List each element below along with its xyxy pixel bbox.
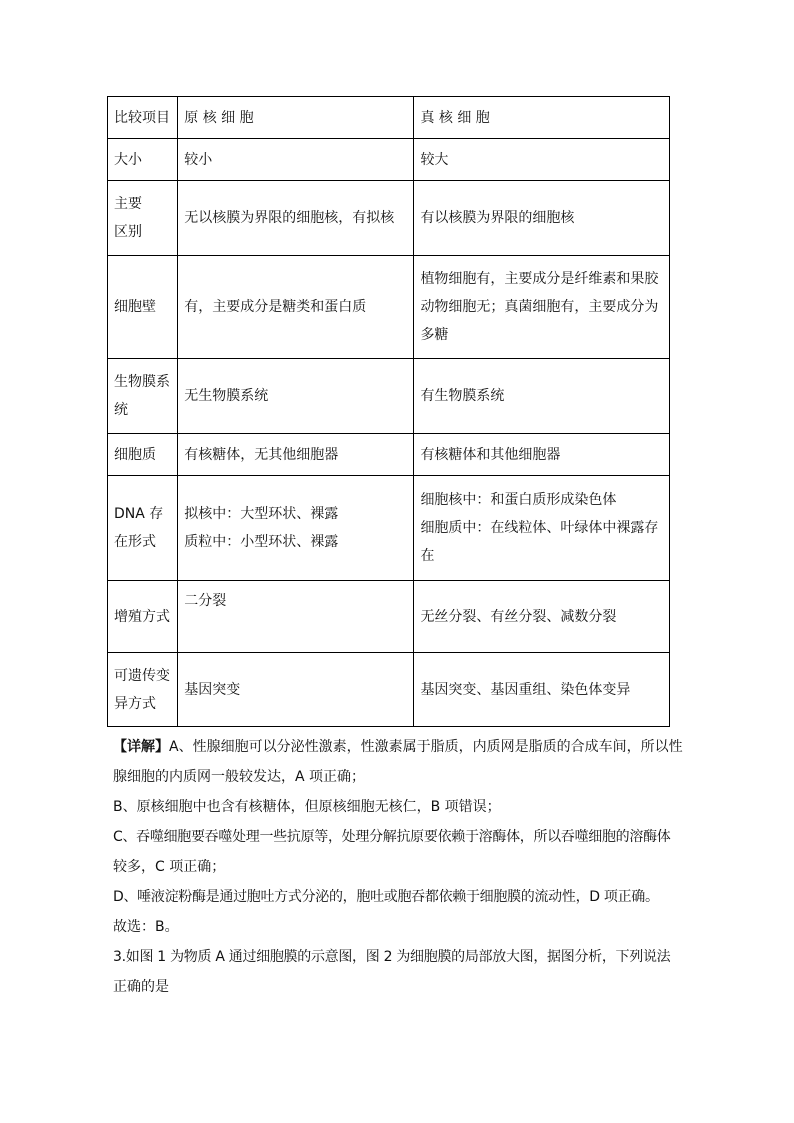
eukaryote-cell: 无丝分裂、有丝分裂、减数分裂 <box>414 581 670 653</box>
analysis-paragraph-d: D、唾液淀粉酶是通过胞吐方式分泌的，胞吐或胞吞都依赖于细胞膜的流动性，D 项正确。 <box>113 889 659 905</box>
row-label: 细胞壁 <box>108 256 178 359</box>
prokaryote-cell: 无以核膜为界限的细胞核，有拟核 <box>178 181 414 256</box>
table-row <box>108 256 670 359</box>
table-row <box>108 581 670 653</box>
row-label: 可遗传变 异方式 <box>108 653 178 727</box>
analysis-paragraph-b: B、原核细胞中也含有核糖体，但原核细胞无核仁，B 项错误； <box>113 799 501 815</box>
prokaryote-cell: 较小 <box>178 139 414 181</box>
row-label: 细胞质 <box>108 434 178 476</box>
eukaryote-cell: 较大 <box>414 139 670 181</box>
eukaryote-cell: 有以核膜为界限的细胞核 <box>414 181 670 256</box>
question-3: 3.如图 1 为物质 A 通过细胞膜的示意图，图 2 为细胞膜的局部放大图，据图分析，下列说法 <box>113 949 671 965</box>
analysis-paragraph-c-cont: 较多，C 项正确； <box>113 859 226 875</box>
table-row <box>108 359 670 434</box>
prokaryote-cell: 二分裂 <box>178 581 414 653</box>
eukaryote-cell: 基因突变、基因重组、染色体变异 <box>414 653 670 727</box>
eukaryote-cell: 细胞核中：和蛋白质形成染色体 细胞质中：在线粒体、叶绿体中裸露存 在 <box>414 476 670 581</box>
header-cell: 原 核 细 胞 <box>178 97 414 139</box>
table-row <box>108 476 670 581</box>
analysis-paragraph-a: 【详解】A、性腺细胞可以分泌性激素，性激素属于脂质，内质网是脂质的合成车间，所以性 <box>113 739 683 755</box>
analysis-paragraph-c: C、吞噬细胞要吞噬处理一些抗原等，处理分解抗原要依赖于溶酶体，所以吞噬细胞的溶酶体 <box>113 829 671 845</box>
row-label: 主要 区别 <box>108 181 178 256</box>
eukaryote-cell: 植物细胞有，主要成分是纤维素和果胶 动物细胞无；真菌细胞有，主要成分为 多糖 <box>414 256 670 359</box>
comparison-table <box>107 96 670 727</box>
question-3-cont: 正确的是 <box>113 979 169 995</box>
prokaryote-cell: 有核糖体，无其他细胞器 <box>178 434 414 476</box>
table-row <box>108 139 670 181</box>
header-cell: 比较项目 <box>108 97 178 139</box>
prokaryote-cell: 无生物膜系统 <box>178 359 414 434</box>
row-label: 增殖方式 <box>108 581 178 653</box>
table-row <box>108 653 670 727</box>
table-row <box>108 181 670 256</box>
analysis-section <box>113 732 683 1002</box>
table-header-row <box>108 97 670 139</box>
analysis-paragraph-a-cont: 腺细胞的内质网一般较发达，A 项正确； <box>113 769 366 785</box>
eukaryote-cell: 有生物膜系统 <box>414 359 670 434</box>
table-row <box>108 434 670 476</box>
analysis-tag: 【详解】 <box>113 739 169 755</box>
header-cell: 真 核 细 胞 <box>414 97 670 139</box>
row-label: DNA 存 在形式 <box>108 476 178 581</box>
answer-line: 故选：B。 <box>113 919 179 935</box>
row-label: 生物膜系 统 <box>108 359 178 434</box>
row-label: 大小 <box>108 139 178 181</box>
prokaryote-cell: 拟核中：大型环状、裸露 质粒中：小型环状、裸露 <box>178 476 414 581</box>
prokaryote-cell: 基因突变 <box>178 653 414 727</box>
prokaryote-cell: 有，主要成分是糖类和蛋白质 <box>178 256 414 359</box>
eukaryote-cell: 有核糖体和其他细胞器 <box>414 434 670 476</box>
